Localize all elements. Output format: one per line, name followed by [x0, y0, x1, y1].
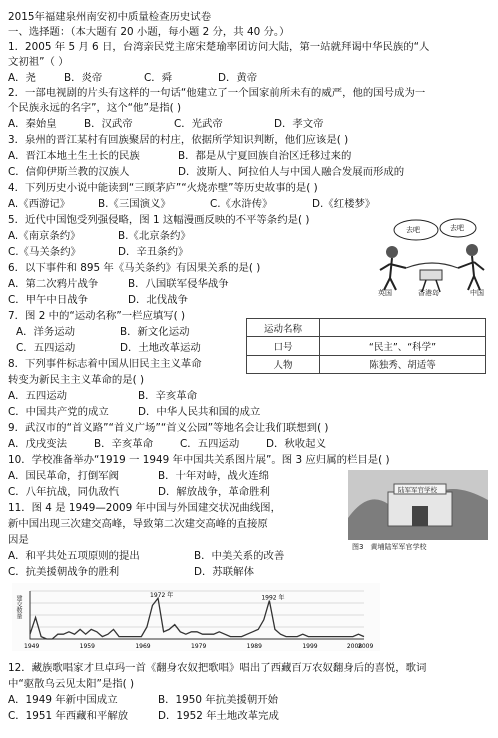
q8-options-row-2 [8, 405, 260, 419]
q2-stem-line-2: 个民族永远的名字”，这个“他”是指( ) [8, 102, 182, 114]
table-cell [320, 319, 486, 337]
q6-options-row-2 [8, 293, 188, 307]
series-line [30, 598, 364, 639]
peak-label: 1972 年 [150, 592, 174, 600]
q12-option-b[interactable]: B．1950 年抗美援朝开始 [158, 694, 278, 706]
q4-option-c[interactable]: C.《水浒传》 [210, 198, 273, 210]
table-cell: “民主”、“科学” [320, 337, 486, 355]
cartoon-speech-left: 去吧 [406, 226, 420, 234]
q7-options-row-1 [16, 325, 189, 339]
q6-option-c[interactable]: C．甲午中日战争 [8, 294, 88, 306]
cartoon-label-hongkong: 香港岛 [418, 289, 439, 297]
x-tick-label: 2009 [358, 643, 374, 650]
q5-options-row-2 [8, 245, 188, 259]
q2-option-c[interactable]: C．光武帝 [174, 118, 223, 130]
q12-stem-line-1: 12．藏族歌唱家才旦卓玛一首《翻身农奴把歌唱》唱出了西藏百万农奴翻身后的喜悦，歌词 [8, 662, 427, 674]
q11-stem-line-1: 11．图 4 是 1949—2009 年中国与外国建交状况曲线图， [8, 502, 281, 514]
q2-options [8, 117, 324, 131]
q9-option-b[interactable]: B．辛亥革命 [94, 438, 154, 450]
q4-option-d[interactable]: D.《红楼梦》 [312, 198, 376, 210]
school-gate-drawing [348, 470, 488, 540]
x-tick-label: 1999 [302, 643, 318, 650]
figure-3-caption: 图3 黄埔陆军军官学校 [352, 543, 427, 551]
q5-option-d[interactable]: D．辛丑条约》 [118, 246, 189, 258]
q10-options-row-2 [8, 485, 270, 499]
q3-options-row-2 [8, 165, 404, 179]
x-tick-label: 1989 [246, 643, 262, 650]
q9-options [8, 437, 326, 451]
q1-option-a[interactable]: A．尧 [8, 72, 36, 84]
section-1-heading [8, 25, 289, 39]
q6-option-b[interactable]: B．八国联军侵华战争 [128, 278, 229, 290]
q3-stem: 3．泉州的晋江某村有回族聚居的村庄，依据所学知识判断，他们应该是( ) [8, 134, 349, 146]
q1-option-b[interactable]: B．炎帝 [64, 72, 103, 84]
q9-option-d[interactable]: D．秋收起义 [266, 438, 326, 450]
q5-option-c[interactable]: C.《马关条约》 [8, 246, 81, 258]
q5-option-a[interactable]: A.《南京条约》 [8, 230, 81, 242]
figure-2-table [246, 318, 486, 374]
q12-options-row-2 [8, 709, 279, 723]
q3-option-a[interactable]: A．晋江本地土生土长的民族 [8, 150, 140, 162]
q7-option-c[interactable]: C．五四运动 [16, 342, 76, 354]
q7-option-d[interactable]: D．土地改革运动 [120, 342, 201, 354]
q10-option-b[interactable]: B．十年对峙，战火连绵 [158, 470, 270, 482]
q2-option-d[interactable]: D．孝文帝 [274, 118, 324, 130]
q11-options-row-2 [8, 565, 254, 579]
q3-option-c[interactable]: C．信仰伊斯兰教的汉族人 [8, 166, 130, 178]
q11-option-d[interactable]: D．苏联解体 [194, 566, 254, 578]
table-cell: 陈独秀、胡适等 [320, 355, 486, 373]
figure-1-cartoon [372, 212, 492, 298]
q7-option-b[interactable]: B．新文化运动 [120, 326, 190, 338]
q6-option-d[interactable]: D．北伐战争 [128, 294, 188, 306]
peak-label: 1992 年 [261, 594, 285, 602]
school-gate-sign: 陆军军官学校 [398, 486, 437, 494]
q8-option-d[interactable]: D．中华人民共和国的成立 [138, 406, 261, 418]
x-tick-label: 1969 [135, 643, 151, 650]
x-tick-label: 2008 [346, 643, 363, 650]
q10-options-row-1 [8, 469, 269, 483]
q5-stem: 5．近代中国饱受列强侵略，图 1 这幅漫画反映的不平等条约是( ) [8, 214, 310, 226]
diplomatic-relations-chart [12, 583, 380, 651]
title: 2015年福建泉州南安初中质量检查历史试卷 [8, 11, 212, 23]
table-row [247, 337, 486, 355]
q9-option-a[interactable]: A．戊戌变法 [8, 438, 68, 450]
q8-stem-line-2: 转变为新民主主义革命的是( ) [8, 374, 145, 386]
q9-option-c[interactable]: C．五四运动 [180, 438, 240, 450]
q1-stem-line-2: 文初祖”（ ） [8, 56, 69, 68]
q6-options-row-1 [8, 277, 229, 291]
q8-options-row-1 [8, 389, 197, 403]
q10-option-a[interactable]: A．国民革命，打倒军阀 [8, 470, 120, 482]
section-note: （本大题有 20 小题，每小题 2 分，共 40 分。） [70, 26, 290, 38]
q5-option-b[interactable]: B.《北京条约》 [118, 230, 191, 242]
q11-stem-line-2: 新中国出现三次建交高峰，导致第二次建交高峰的直接原 [8, 518, 268, 530]
q4-option-b[interactable]: B.《三国演义》 [98, 198, 171, 210]
table-row [247, 319, 486, 337]
cartoon-drawing [372, 212, 492, 298]
q3-option-b[interactable]: B．都是从宁夏回族自治区迁移过来的 [178, 150, 352, 162]
q7-options-row-2 [16, 341, 201, 355]
cartoon-speech-right: 去吧 [450, 224, 464, 232]
q8-stem-line-1: 8．下列事件标志着中国从旧民主主义革命 [8, 358, 202, 370]
q5-options-row-1 [8, 229, 191, 243]
q7-option-a[interactable]: A．洋务运动 [16, 326, 76, 338]
q10-option-c[interactable]: C．八年抗战，同仇敌忾 [8, 486, 120, 498]
x-tick-label: 1949 [24, 643, 40, 650]
q12-option-c[interactable]: C．1951 年西藏和平解放 [8, 710, 129, 722]
q1-options [8, 71, 257, 85]
q11-option-b[interactable]: B．中美关系的改善 [194, 550, 285, 562]
q10-option-d[interactable]: D．解放战争，革命胜利 [158, 486, 270, 498]
q11-option-a[interactable]: A．和平共处五项原则的提出 [8, 550, 140, 562]
figure-4-chart [12, 583, 380, 651]
q12-option-d[interactable]: D．1952 年土地改革完成 [158, 710, 279, 722]
q9-stem: 9．武汉市的“首义路”“首义广场”“首义公园”等地名会让我们联想到( ) [8, 422, 329, 434]
q11-stem-line-3: 因是 [8, 534, 29, 546]
q1-option-c[interactable]: C．舜 [144, 72, 173, 84]
table-cell: 运动名称 [247, 319, 320, 337]
q12-options-row-1 [8, 693, 278, 707]
table-cell: 口号 [247, 337, 320, 355]
q1-stem-line-1: 1．2005 年 5 月 6 日，台湾亲民党主席宋楚瑜率团访问大陆，第一站就拜谒中华民族的“人 [8, 41, 430, 53]
q11-options-row-1 [8, 549, 284, 563]
table-cell: 人物 [247, 355, 320, 373]
q3-option-d[interactable]: D．波斯人、阿拉伯人与中国人融合发展而形成的 [178, 166, 405, 178]
section-label: 一、选择题： [8, 26, 71, 38]
q4-stem: 4．下列历史小说中能读到“三顾茅庐”“火烧赤壁”等历史故事的是( ) [8, 182, 318, 194]
q2-option-a[interactable]: A．秦始皇 [8, 118, 57, 130]
q2-option-b[interactable]: B．汉武帝 [84, 118, 133, 130]
q8-option-c[interactable]: C．中国共产党的成立 [8, 406, 109, 418]
cartoon-label-china: 中国 [470, 289, 484, 297]
q8-option-a[interactable]: A．五四运动 [8, 390, 68, 402]
q10-stem: 10．学校准备举办“1919 一 1949 年中国共关系图片展”。图 3 应归属的栏目是( ) [8, 454, 390, 466]
q8-option-b[interactable]: B．辛亥革命 [138, 390, 198, 402]
q6-stem: 6．以下事件和 895 年《马关条约》有因果关系的是( ) [8, 262, 261, 274]
q6-option-a[interactable]: A．第二次鸦片战争 [8, 278, 99, 290]
q4-options [8, 197, 375, 211]
q11-option-c[interactable]: C．抗美援朝战争的胜利 [8, 566, 120, 578]
q7-stem: 7．图 2 中的“运动名称”一栏应填写( ) [8, 310, 186, 322]
x-tick-label: 1959 [79, 643, 95, 650]
q3-options-row-1 [8, 149, 351, 163]
q12-option-a[interactable]: A．1949 年新中国成立 [8, 694, 118, 706]
q12-stem-line-2: 中“驱散乌云见太阳”是指( ) [8, 678, 135, 690]
q1-option-d[interactable]: D．黄帝 [218, 72, 258, 84]
cartoon-label-britain: 英国 [378, 289, 392, 297]
figure-3-photo [348, 470, 488, 540]
q4-option-a[interactable]: A.《西游记》 [8, 198, 71, 210]
q2-stem-line-1: 2．一部电视剧的片头有这样的一句话“他建立了一个国家前所未有的威严，他的国号成为一 [8, 87, 426, 99]
table-row [247, 355, 486, 373]
y-axis-label: 建交数量 [15, 595, 22, 619]
x-tick-label: 1979 [191, 643, 207, 650]
